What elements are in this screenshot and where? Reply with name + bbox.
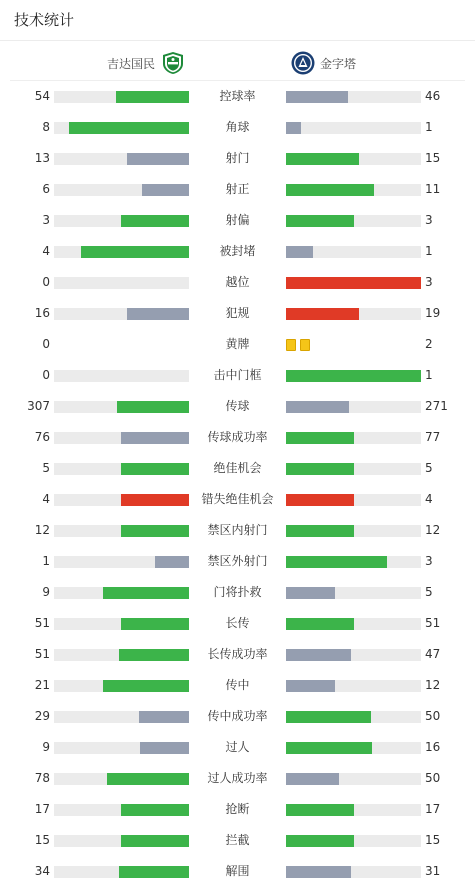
away-value: 4 [425,492,433,506]
home-bar-track [54,587,189,599]
away-team-name: 金字塔 [320,56,357,71]
home-value: 0 [42,337,50,351]
home-bar-fill [121,494,189,506]
home-bar-track [54,649,189,661]
home-bar-track [54,277,189,289]
home-bar-fill [117,401,189,413]
away-bar-fill [286,370,421,382]
home-bar-track [54,866,189,878]
home-value: 15 [34,833,50,847]
home-value: 0 [42,368,50,382]
home-bar-fill [155,556,189,568]
away-bar-fill [286,246,313,258]
stat-label: 射偏 [225,213,250,227]
home-value: 13 [34,151,50,165]
home-bar-track [54,370,189,382]
home-bar-track [54,618,189,630]
away-team[interactable] [291,51,356,75]
away-value: 31 [425,864,441,878]
home-value: 307 [27,399,50,413]
home-bar-track [54,432,189,444]
home-bar-fill [140,742,189,754]
away-bar-track [286,463,421,475]
home-bar-track [54,742,189,754]
home-value: 5 [42,461,50,475]
away-value: 5 [425,585,433,599]
home-bar-track [54,463,189,475]
home-bar-track [54,184,189,196]
stat-label: 传球 [225,399,250,413]
away-bar-track [286,711,421,723]
stat-row [0,732,475,763]
home-bar-fill [119,649,189,661]
stat-label: 解围 [225,864,250,878]
stat-row [0,546,475,577]
away-yellow-cards [286,339,310,351]
away-bar-fill [286,618,354,630]
home-bar-fill [103,587,189,599]
away-bar-fill [286,401,349,413]
away-bar-fill [286,525,354,537]
home-value: 4 [42,492,50,506]
away-bar-track [286,277,421,289]
away-value: 50 [425,771,441,785]
home-value: 12 [34,523,50,537]
away-bar-track [286,742,421,754]
away-bar-fill [286,866,351,878]
home-bar-fill [81,246,189,258]
home-bar-track [54,246,189,258]
away-bar-track [286,494,421,506]
home-team[interactable] [107,51,185,75]
away-bar-fill [286,122,301,134]
stat-row [0,81,475,112]
away-value: 46 [425,89,441,103]
away-value: 12 [425,678,441,692]
stat-row [0,794,475,825]
away-bar-fill [286,463,354,475]
stat-row [0,825,475,856]
away-value: 12 [425,523,441,537]
section-title: 技术统计 [14,11,75,29]
home-value: 4 [42,244,50,258]
away-bar-fill [286,742,372,754]
home-bar-track [54,711,189,723]
home-bar-fill [116,91,189,103]
stat-label: 犯规 [225,306,250,320]
yellow-card-icon [300,339,310,351]
home-bar-fill [107,773,189,785]
away-value: 5 [425,461,433,475]
stat-row [0,143,475,174]
stat-row [0,422,475,453]
stat-row [0,298,475,329]
away-value: 51 [425,616,441,630]
away-bar-fill [286,804,354,816]
home-value: 9 [42,740,50,754]
home-value: 76 [34,430,50,444]
teams-row [0,41,475,81]
home-bar-fill [121,618,189,630]
away-value: 77 [425,430,441,444]
stat-row [0,763,475,794]
away-value: 16 [425,740,441,754]
home-value: 6 [42,182,50,196]
away-value: 3 [425,213,433,227]
home-value: 0 [42,275,50,289]
home-bar-fill [103,680,189,692]
home-bar-fill [121,215,189,227]
stat-row [0,484,475,515]
home-value: 51 [34,616,50,630]
away-bar-fill [286,587,335,599]
home-bar-track [54,153,189,165]
home-value: 78 [34,771,50,785]
stat-row [0,701,475,732]
home-bar-track [54,215,189,227]
home-value: 1 [42,554,50,568]
away-value: 15 [425,833,441,847]
away-bar-track [286,370,421,382]
away-value: 50 [425,709,441,723]
stat-label: 禁区外射门 [207,554,268,568]
home-bar-track [54,91,189,103]
home-bar-track [54,122,189,134]
stat-label: 角球 [225,120,250,134]
stat-label: 传中成功率 [207,709,268,723]
home-bar-track [54,680,189,692]
away-bar-track [286,184,421,196]
home-bar-track [54,804,189,816]
stat-label: 射正 [225,182,250,196]
home-value: 21 [34,678,50,692]
home-bar-fill [119,866,189,878]
away-bar-track [286,649,421,661]
away-value: 1 [425,368,433,382]
home-bar-fill [69,122,189,134]
home-bar-fill [121,463,189,475]
away-team-logo-icon [291,51,315,75]
home-value: 16 [34,306,50,320]
stat-row [0,236,475,267]
stat-label: 门将扑救 [213,585,262,599]
away-bar-track [286,432,421,444]
stat-label: 被封堵 [219,244,256,258]
away-bar-fill [286,308,359,320]
stat-label: 过人 [225,740,250,754]
stat-row [0,112,475,143]
stat-label: 错失绝佳机会 [201,492,274,506]
away-value: 19 [425,306,441,320]
home-bar-fill [127,308,189,320]
home-team-logo-icon [161,51,185,75]
stat-row [0,856,475,887]
away-value: 1 [425,244,433,258]
away-value: 1 [425,120,433,134]
stat-label: 长传 [225,616,250,630]
stat-row [0,205,475,236]
away-value: 271 [425,399,448,413]
home-value: 17 [34,802,50,816]
away-bar-track [286,91,421,103]
home-value: 29 [34,709,50,723]
home-bar-fill [139,711,189,723]
away-bar-fill [286,556,387,568]
stat-label: 拦截 [225,833,250,847]
away-bar-track [286,122,421,134]
away-bar-fill [286,91,348,103]
away-value: 11 [425,182,441,196]
stat-row [0,391,475,422]
stat-label: 长传成功率 [207,647,268,661]
home-bar-track [54,401,189,413]
home-bar-fill [121,525,189,537]
away-bar-track [286,308,421,320]
away-bar-fill [286,680,335,692]
stat-row [0,267,475,298]
home-bar-track [54,556,189,568]
away-bar-fill [286,649,351,661]
away-value: 3 [425,554,433,568]
away-bar-track [286,618,421,630]
away-bar-track [286,866,421,878]
stat-row [0,174,475,205]
stat-label: 越位 [225,275,250,289]
away-bar-track [286,804,421,816]
away-bar-fill [286,494,354,506]
section-header [0,0,475,41]
away-bar-fill [286,773,339,785]
stat-row [0,639,475,670]
stat-label: 传球成功率 [207,430,268,444]
away-bar-fill [286,711,371,723]
away-bar-fill [286,153,359,165]
away-bar-track [286,587,421,599]
away-bar-fill [286,432,354,444]
away-bar-track [286,773,421,785]
away-bar-fill [286,184,374,196]
stat-label: 抢断 [225,802,250,816]
home-bar-track [54,308,189,320]
away-bar-track [286,556,421,568]
stat-row [0,577,475,608]
yellow-card-icon [286,339,296,351]
home-bar-track [54,835,189,847]
away-bar-track [286,215,421,227]
away-value: 3 [425,275,433,289]
stat-label: 传中 [225,678,250,692]
home-bar-track [54,525,189,537]
stat-label: 黄牌 [225,337,250,351]
away-bar-track [286,835,421,847]
stat-row [0,453,475,484]
away-bar-track [286,153,421,165]
stat-label: 击中门框 [213,368,262,382]
home-value: 34 [34,864,50,878]
away-bar-fill [286,215,354,227]
home-bar-fill [142,184,189,196]
home-bar-fill [127,153,189,165]
home-bar-fill [121,804,189,816]
away-bar-fill [286,835,354,847]
stat-label: 过人成功率 [207,771,268,785]
away-value: 2 [425,337,433,351]
stat-row [0,329,475,360]
home-bar-track [54,773,189,785]
home-value: 51 [34,647,50,661]
stat-label: 禁区内射门 [207,523,268,537]
stat-row [0,670,475,701]
stat-label: 射门 [225,151,250,165]
away-bar-track [286,401,421,413]
stat-label: 控球率 [219,89,256,103]
home-value: 8 [42,120,50,134]
home-team-name: 吉达国民 [106,56,155,71]
home-value: 3 [42,213,50,227]
home-value: 54 [34,89,50,103]
away-bar-track [286,680,421,692]
home-value: 9 [42,585,50,599]
home-bar-fill [121,432,189,444]
home-bar-track [54,494,189,506]
away-bar-track [286,525,421,537]
away-bar-track [286,246,421,258]
away-value: 15 [425,151,441,165]
home-bar-fill [121,835,189,847]
stat-label: 绝佳机会 [213,461,262,475]
stat-row [0,515,475,546]
stat-row [0,360,475,391]
away-bar-fill [286,277,421,289]
away-value: 17 [425,802,441,816]
stat-row [0,608,475,639]
away-value: 47 [425,647,441,661]
